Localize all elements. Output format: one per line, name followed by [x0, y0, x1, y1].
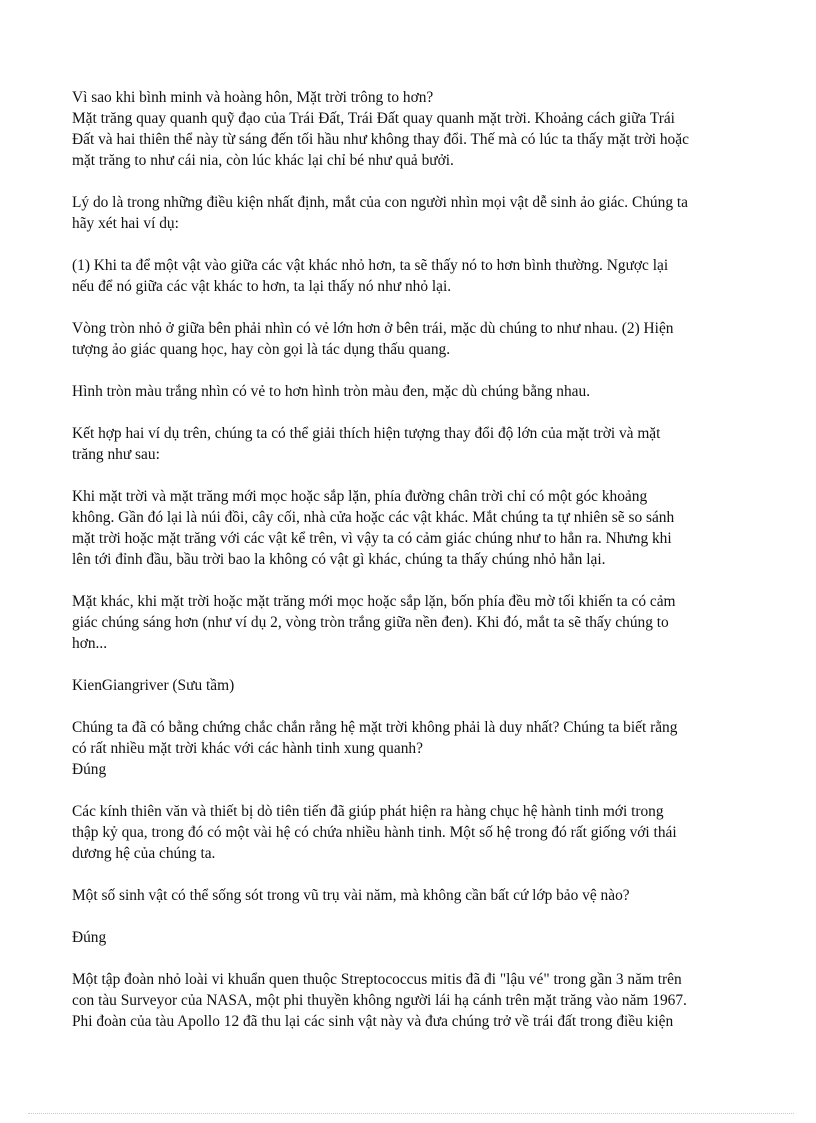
text-line: có rất nhiều mặt trời khác với các hành tinh xung quanh?: [72, 740, 423, 757]
text-line: Kết hợp hai ví dụ trên, chúng ta có thể giải thích hiện tượng thay đổi độ lớn của mặt trời và mặt: [72, 425, 661, 442]
page-bottom-divider: [28, 1113, 794, 1114]
text-line: dương hệ của chúng ta.: [72, 845, 216, 862]
text-line: trăng như sau:: [72, 446, 160, 463]
text-line: hãy xét hai ví dụ:: [72, 215, 179, 232]
answer-text: Đúng: [72, 761, 107, 778]
text-line: Mặt trăng quay quanh quỹ đạo của Trái Đất, Trái Đất quay quanh mặt trời. Khoảng cách giữa Trái: [72, 110, 675, 127]
paragraph-example-1: [72, 255, 770, 297]
text-line: mặt trời hoặc mặt trăng với các vật kể trên, vì vậy ta có cảm giác chúng như to hẳn ra. Nhưng khi: [72, 530, 672, 547]
text-line: giác chúng sáng hơn (như ví dụ 2, vòng tròn trắng giữa nền đen). Khi đó, mắt ta sẽ thấy chúng to: [72, 614, 669, 631]
text-line: thập kỷ qua, trong đó có một vài hệ có chứa nhiều hành tinh. Một số hệ trong đó rất giống với thái: [72, 824, 677, 841]
text-line: lên tới đỉnh đầu, bầu trời bao la không có vật gì khác, chúng ta thấy chúng nhỏ hẳn lại.: [72, 551, 606, 568]
text-line: Các kính thiên văn và thiết bị dò tiên tiến đã giúp phát hiện ra hàng chục hệ hành tinh mới trong: [72, 803, 664, 820]
text-line: Một tập đoàn nhỏ loài vi khuẩn quen thuộc Streptococcus mitis đã đi "lậu vé" trong gần 3 năm trên: [72, 971, 682, 988]
text-line: nếu để nó giữa các vật khác to hơn, ta lại thấy nó như nhỏ lại.: [72, 278, 452, 295]
paragraph-answer: [72, 927, 770, 948]
paragraph-combine: [72, 423, 770, 465]
paragraph-brightness: [72, 591, 770, 654]
paragraph-question-survival: [72, 885, 770, 906]
author-credit: KienGiangriver (Sưu tầm): [72, 677, 235, 694]
text-line: Một số sinh vật có thể sống sót trong vũ trụ vài năm, mà không cần bất cứ lớp bảo vệ nào?: [72, 887, 630, 904]
text-line: không. Gần đó lại là núi đồi, cây cối, nhà cửa hoặc các vật khác. Mắt chúng ta tự nhiên sẽ so sánh: [72, 509, 675, 526]
text-line: Hình tròn màu trắng nhìn có vẻ to hơn hình tròn màu đen, mặc dù chúng bằng nhau.: [72, 383, 591, 400]
document-body: [72, 87, 770, 1053]
paragraph-reason: [72, 192, 770, 234]
paragraph-question-solar-systems: [72, 717, 770, 780]
text-line: hơn...: [72, 635, 108, 652]
text-line: Mặt khác, khi mặt trời hoặc mặt trăng mới mọc hoặc sắp lặn, bốn phía đều mờ tối khiến ta có cảm: [72, 593, 676, 610]
text-line: Phi đoàn của tàu Apollo 12 đã thu lại các sinh vật này và đưa chúng trở về trái đất trong điều kiện: [72, 1013, 674, 1030]
text-line: Vòng tròn nhỏ ở giữa bên phải nhìn có vẻ lớn hơn ở bên trái, mặc dù chúng to như nhau. (2) Hiện: [72, 320, 674, 337]
text-line: Lý do là trong những điều kiện nhất định, mắt của con người nhìn mọi vật dễ sinh ảo giác. Chúng ta: [72, 194, 688, 211]
paragraph-bacteria: [72, 969, 770, 1032]
text-line: tượng ảo giác quang học, hay còn gọi là tác dụng thấu quang.: [72, 341, 451, 358]
answer-text: Đúng: [72, 929, 107, 946]
paragraph-example-2: [72, 318, 770, 360]
text-line: Chúng ta đã có bằng chứng chắc chắn rằng hệ mặt trời không phải là duy nhất? Chúng ta biết rằng: [72, 719, 678, 736]
text-line: Đất và hai thiên thể này từ sáng đến tối hầu như không thay đổi. Thế mà có lúc ta thấy mặt trời hoặc: [72, 131, 689, 148]
text-line: (1) Khi ta để một vật vào giữa các vật khác nhỏ hơn, ta sẽ thấy nó to hơn bình thường. Ngược lại: [72, 257, 669, 274]
paragraph-horizon: [72, 486, 770, 570]
text-line: mặt trăng to như cái nia, còn lúc khác lại chỉ bé như quả bưởi.: [72, 152, 454, 169]
paragraph-telescopes: [72, 801, 770, 864]
text-line: Khi mặt trời và mặt trăng mới mọc hoặc sắp lặn, phía đường chân trời chỉ có một góc khoảng: [72, 488, 648, 505]
paragraph-white-circle: [72, 381, 770, 402]
paragraph-author: [72, 675, 770, 696]
question-heading: Vì sao khi bình minh và hoàng hôn, Mặt trời trông to hơn?: [72, 89, 434, 106]
paragraph-sun-size-intro: [72, 87, 770, 171]
text-line: con tàu Surveyor của NASA, một phi thuyền không người lái hạ cánh trên mặt trăng vào năm 1967.: [72, 992, 687, 1009]
